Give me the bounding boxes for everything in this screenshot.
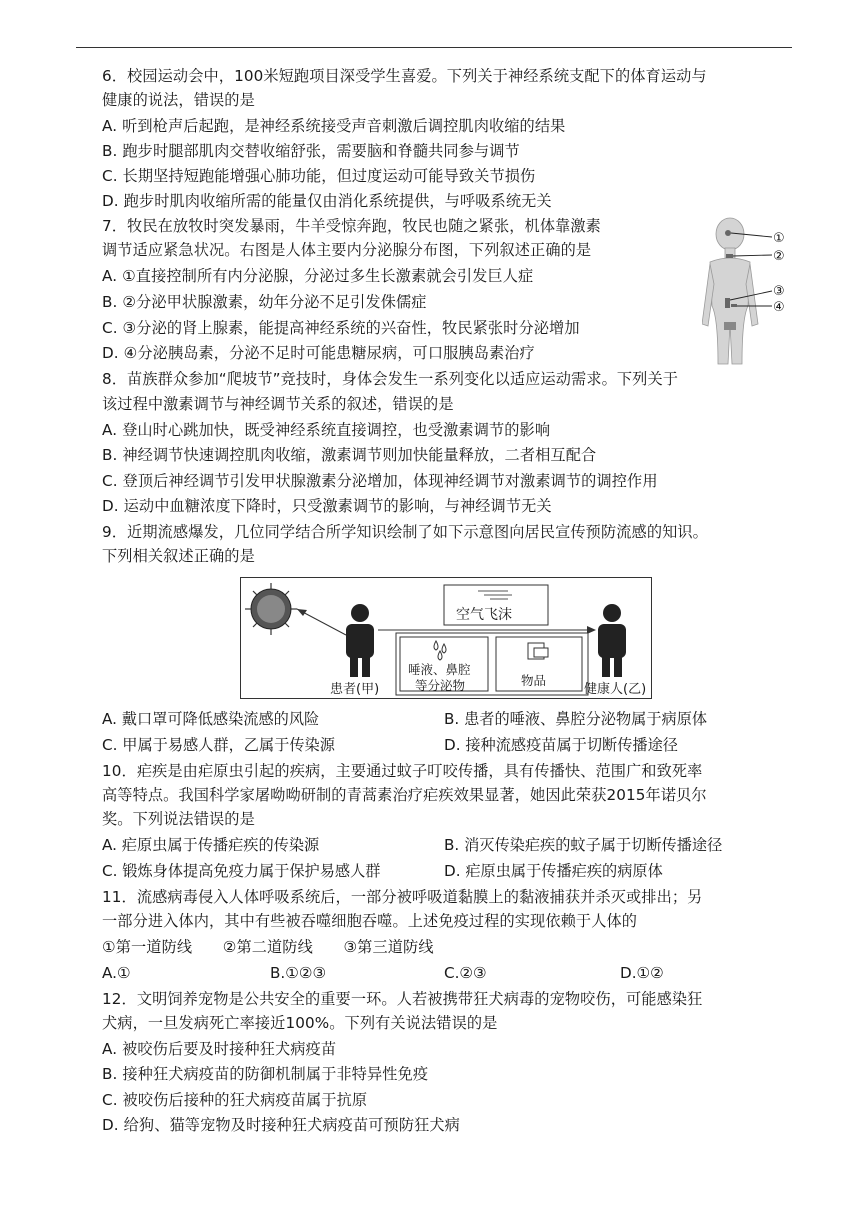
- q11-option-a: A.①: [102, 964, 131, 982]
- q9-option-d: D. 接种流感疫苗属于切断传播途径: [444, 736, 678, 754]
- q7-option-c: C. ③分泌的肾上腺素，能提高神经系统的兴奋性，牧民紧张时分泌增加: [102, 319, 580, 337]
- q8-option-b: B. 神经调节快速调控肌肉收缩，激素调节则加快能量释放，二者相互配合: [102, 446, 597, 464]
- q6-option-c: C. 长期坚持短跑能增强心肺功能，但过度运动可能导致关节损伤: [102, 167, 536, 185]
- items-label: 物品: [521, 673, 547, 688]
- q8-option-c: C. 登顶后神经调节引发甲状腺激素分泌增加，体现神经调节对激素调节的调控作用: [102, 472, 658, 490]
- figure-label-3: ③: [773, 284, 785, 299]
- q8-option-a: A. 登山时心跳加快，既受神经系统直接调控，也受激素调节的影响: [102, 421, 551, 439]
- figure-label-4: ④: [773, 300, 785, 315]
- q7-stem-cont: 调节适应紧急状况。右图是人体主要内分泌腺分布图，下列叙述正确的是: [102, 241, 592, 259]
- q12-option-d: D. 给狗、猫等宠物及时接种狂犬病疫苗可预防狂犬病: [102, 1116, 460, 1134]
- q6-option-b: B. 跑步时腿部肌肉交替收缩舒张，需要脑和脊髓共同参与调节: [102, 142, 520, 160]
- q10-stem-cont: 高等特点。我国科学家屠呦呦研制的青蒿素治疗疟疾效果显著，她因此荣获2015年诺贝尔: [102, 786, 707, 804]
- q9-stem-cont: 下列相关叙述正确的是: [102, 547, 255, 565]
- q12-option-c: C. 被咬伤后接种的狂犬病疫苗属于抗原: [102, 1091, 368, 1109]
- q9-option-a: A. 戴口罩可降低感染流感的风险: [102, 710, 320, 728]
- q10-stem: 10．疟疾是由疟原虫引起的疾病，主要通过蚊子叮咬传播，具有传播快、范围广和致死率: [102, 762, 703, 780]
- q11-option-c: C.②③: [444, 964, 487, 982]
- q10-option-b: B. 消灭传染疟疾的蚊子属于切断传播途径: [444, 836, 723, 854]
- q9-option-c: C. 甲属于易感人群，乙属于传染源: [102, 736, 335, 754]
- patient-label: 患者(甲): [330, 682, 380, 697]
- q10-option-a: A. 疟原虫属于传播疟疾的传染源: [102, 836, 320, 854]
- q9-option-b: B. 患者的唾液、鼻腔分泌物属于病原体: [444, 710, 708, 728]
- human-body-illustration: [702, 214, 798, 366]
- q9-stem: 9．近期流感爆发，几位同学结合所学知识绘制了如下示意图向居民宣传预防流感的知识。: [102, 523, 708, 541]
- q7-stem: 7．牧民在放牧时突发暴雨，牛羊受惊奔跑，牧民也随之紧张，机体靠激素: [102, 217, 601, 235]
- figure-label-2: ②: [773, 249, 785, 264]
- healthy-person-label: 健康人(乙): [584, 682, 647, 697]
- q11-choices: ①第一道防线 ②第二道防线 ③第三道防线: [102, 938, 434, 956]
- q12-option-b: B. 接种狂犬病疫苗的防御机制属于非特异性免疫: [102, 1065, 429, 1083]
- q7-option-d: D. ④分泌胰岛素，分泌不足时可能患糖尿病，可口服胰岛素治疗: [102, 344, 535, 362]
- q11-option-d: D.①②: [620, 964, 664, 982]
- q6-option-a: A. 听到枪声后起跑，是神经系统接受声音刺激后调控肌肉收缩的结果: [102, 117, 566, 135]
- q6-option-d: D. 跑步时肌肉收缩所需的能量仅由消化系统提供，与呼吸系统无关: [102, 192, 552, 210]
- q6-stem: 6．校园运动会中，100米短跑项目深受学生喜爱。下列关于神经系统支配下的体育运动与: [102, 67, 707, 85]
- q8-option-d: D. 运动中血糖浓度下降时，只受激素调节的影响，与神经调节无关: [102, 497, 552, 515]
- q6-stem-cont: 健康的说法，错误的是: [102, 91, 255, 109]
- figure-label-1: ①: [773, 231, 785, 246]
- q10-option-c: C. 锻炼身体提高免疫力属于保护易感人群: [102, 862, 381, 880]
- saliva-label: 唾液、鼻腔: [408, 662, 471, 677]
- q8-stem-cont: 该过程中激素调节与神经调节关系的叙述，错误的是: [102, 395, 454, 413]
- q12-stem: 12．文明饲养宠物是公共安全的重要一环。人若被携带狂犬病毒的宠物咬伤，可能感染狂: [102, 990, 703, 1008]
- q8-stem: 8．苗族群众参加“爬坡节”竞技时，身体会发生一系列变化以适应运动需求。下列关于: [102, 370, 679, 388]
- q11-stem: 11．流感病毒侵入人体呼吸系统后，一部分被呼吸道黏膜上的黏液捕获并杀灭或排出；另: [102, 888, 703, 906]
- q11-option-b: B.①②③: [270, 964, 327, 982]
- endocrine-gland-figure: [702, 214, 798, 366]
- header-rule: [76, 47, 792, 48]
- q7-option-a: A. ①直接控制所有内分泌腺，分泌过多生长激素就会引发巨人症: [102, 267, 534, 285]
- flu-transmission-diagram: [240, 577, 652, 699]
- q10-stem-cont2: 奖。下列说法错误的是: [102, 810, 255, 828]
- air-droplet-label: 空气飞沫: [456, 607, 512, 623]
- q12-stem-cont: 犬病，一旦发病死亡率接近100%。下列有关说法错误的是: [102, 1014, 498, 1032]
- q12-option-a: A. 被咬伤后要及时接种狂犬病疫苗: [102, 1040, 337, 1058]
- q10-option-d: D. 疟原虫属于传播疟疾的病原体: [444, 862, 663, 880]
- secretion-label: 等分泌物: [415, 678, 466, 693]
- q11-stem-cont: 一部分进入体内，其中有些被吞噬细胞吞噬。上述免疫过程的实现依赖于人体的: [102, 912, 638, 930]
- q7-option-b: B. ②分泌甲状腺激素，幼年分泌不足引发侏儒症: [102, 293, 427, 311]
